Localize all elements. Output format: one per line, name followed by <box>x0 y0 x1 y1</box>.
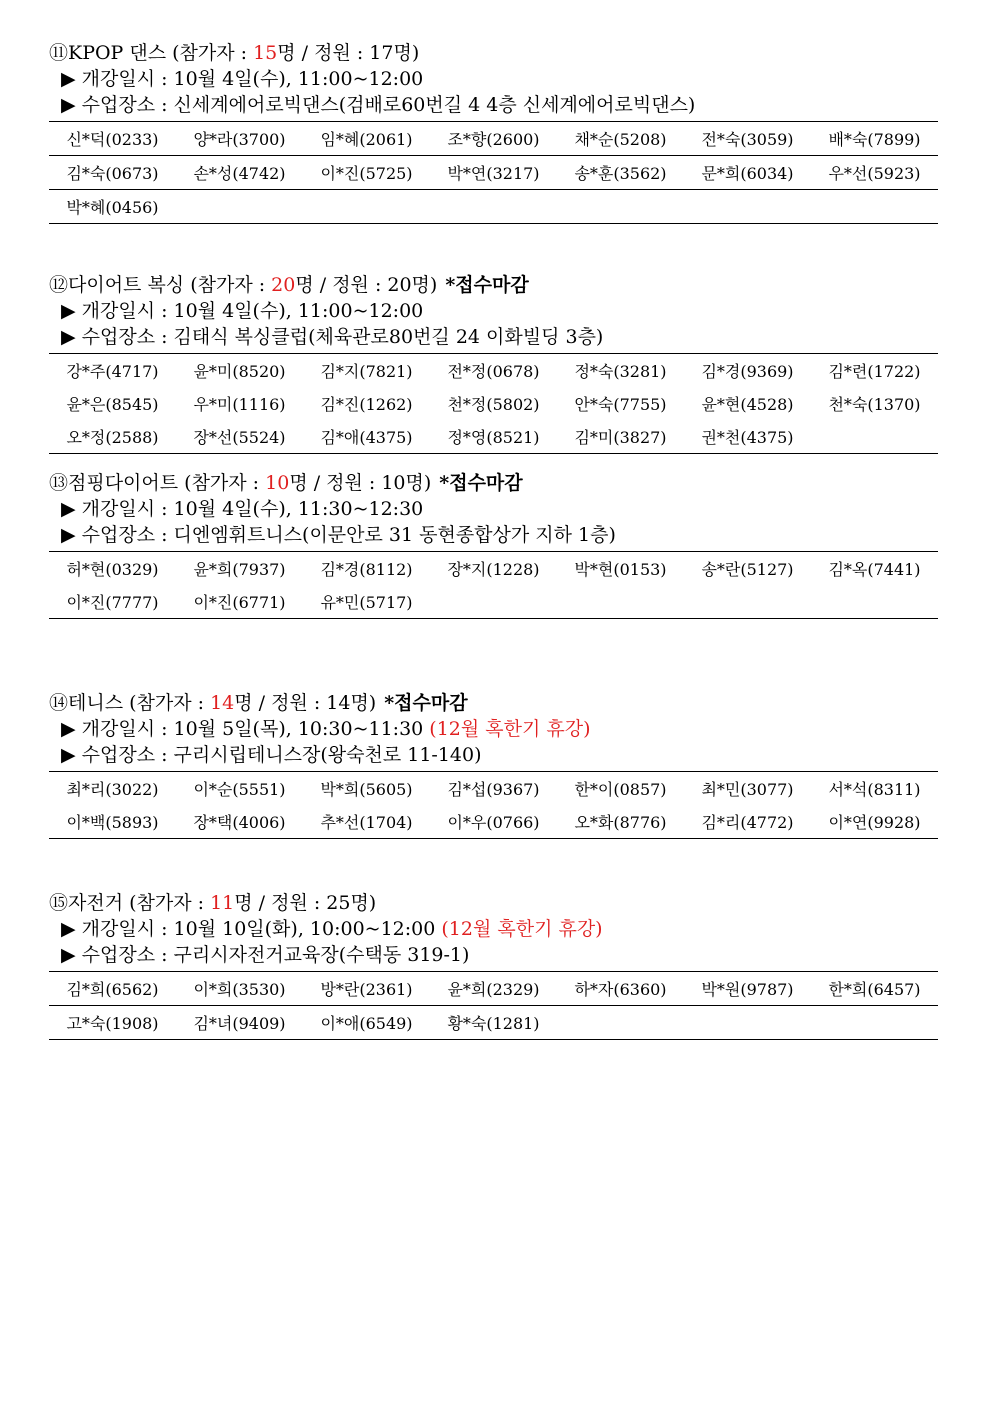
table-cell: 윤*은(8545) <box>66 395 159 414</box>
participant-table <box>49 771 938 839</box>
section-title: ⑫다이어트 복싱 (참가자 : 20명 / 정원 : 20명) *접수마감 <box>49 274 529 296</box>
section-tennis <box>49 690 938 839</box>
table-cell: 김*경(9369) <box>701 362 794 381</box>
participant-table <box>49 971 938 1040</box>
participant-count: 11 <box>210 892 235 914</box>
holiday-note: (12월 혹한기 휴강) <box>441 918 603 940</box>
table-cell: 박*희(5605) <box>320 780 413 799</box>
table-cell: 우*선(5923) <box>828 164 921 183</box>
table-cell: 오*화(8776) <box>574 813 667 832</box>
table-row <box>49 972 938 1005</box>
table-cell: 이*애(6549) <box>320 1014 413 1033</box>
table-row <box>49 805 938 838</box>
table-cell: 조*향(2600) <box>447 130 540 149</box>
place-line: ▶ 수업장소 : 신세계에어로빅댄스(검배로60번길 4 4층 신세계에어로빅댄스) <box>61 94 696 116</box>
participant-count: 10 <box>265 472 290 494</box>
table-cell: 황*숙(1281) <box>447 1014 540 1033</box>
table-cell: 이*백(5893) <box>66 813 159 832</box>
table-cell: 박*연(3217) <box>447 164 540 183</box>
table-cell: 권*천(4375) <box>701 428 794 447</box>
table-cell: 천*숙(1370) <box>828 395 921 414</box>
place-line: ▶ 수업장소 : 구리시자전거교육장(수택동 319-1) <box>61 944 470 966</box>
table-cell: 오*정(2588) <box>66 428 159 447</box>
table-cell: 박*현(0153) <box>574 560 667 579</box>
table-cell: 신*덕(0233) <box>66 130 159 149</box>
table-cell: 윤*희(7937) <box>193 560 286 579</box>
table-cell: 이*연(9928) <box>828 813 921 832</box>
table-cell: 천*정(5802) <box>447 395 540 414</box>
table-cell: 김*리(4772) <box>701 813 794 832</box>
table-cell: 김*숙(0673) <box>66 164 159 183</box>
table-cell: 장*선(5524) <box>193 428 286 447</box>
table-cell: 김*미(3827) <box>574 428 667 447</box>
table-cell: 이*우(0766) <box>447 813 540 832</box>
schedule-line: ▶ 개강일시 : 10월 4일(수), 11:00~12:00 <box>61 68 424 90</box>
place-line: ▶ 수업장소 : 디엔엠휘트니스(이문안로 31 동현종합상가 지하 1층) <box>61 524 616 546</box>
table-cell: 한*이(0857) <box>574 780 667 799</box>
table-cell: 추*선(1704) <box>320 813 413 832</box>
table-cell: 손*성(4742) <box>193 164 286 183</box>
table-cell: 김*지(7821) <box>320 362 413 381</box>
schedule-line: ▶ 개강일시 : 10월 4일(수), 11:00~12:00 <box>61 300 424 322</box>
table-cell: 정*숙(3281) <box>574 362 667 381</box>
table-cell: 김*옥(7441) <box>828 560 921 579</box>
table-cell: 윤*희(2329) <box>447 980 540 999</box>
table-cell: 허*현(0329) <box>66 560 159 579</box>
table-cell: 하*자(6360) <box>574 980 667 999</box>
table-cell: 채*순(5208) <box>574 130 667 149</box>
section-title: ⑪KPOP 댄스 (참가자 : 15명 / 정원 : 17명) <box>49 42 420 64</box>
table-cell: 장*택(4006) <box>193 813 286 832</box>
holiday-note: (12월 혹한기 휴강) <box>429 718 591 740</box>
schedule-line: ▶ 개강일시 : 10월 4일(수), 11:30~12:30 <box>61 498 424 520</box>
table-cell: 최*민(3077) <box>701 780 794 799</box>
table-cell: 박*원(9787) <box>701 980 794 999</box>
participant-count: 20 <box>271 274 296 296</box>
table-cell: 이*진(5725) <box>320 164 413 183</box>
participant-table <box>49 353 938 454</box>
table-cell: 김*희(6562) <box>66 980 159 999</box>
table-cell: 김*애(4375) <box>320 428 413 447</box>
table-row <box>49 189 938 223</box>
section-kpop <box>49 40 938 224</box>
table-row <box>49 585 938 618</box>
place-line: ▶ 수업장소 : 구리시립테니스장(왕숙천로 11-140) <box>61 744 482 766</box>
section-diet-boxing <box>49 272 938 454</box>
participant-count: 14 <box>210 692 235 714</box>
table-row <box>49 420 938 453</box>
table-row <box>49 1005 938 1039</box>
table-cell: 박*혜(0456) <box>66 198 159 217</box>
table-cell: 강*주(4717) <box>66 362 159 381</box>
participant-count: 15 <box>253 42 278 64</box>
table-cell: 서*석(8311) <box>828 780 921 799</box>
table-cell: 정*영(8521) <box>447 428 540 447</box>
table-cell: 전*숙(3059) <box>701 130 794 149</box>
table-cell: 한*희(6457) <box>828 980 921 999</box>
section-title: ⑬점핑다이어트 (참가자 : 10명 / 정원 : 10명) *접수마감 <box>49 472 523 494</box>
table-cell: 송*훈(3562) <box>574 164 667 183</box>
section-jumping-diet <box>49 470 938 619</box>
schedule-line: ▶ 개강일시 : 10월 5일(목), 10:30~11:30 (12월 혹한기 휴강) <box>61 718 591 740</box>
table-cell: 배*숙(7899) <box>828 130 921 149</box>
table-cell: 유*민(5717) <box>320 593 413 612</box>
table-cell: 고*숙(1908) <box>66 1014 159 1033</box>
section-bicycle <box>49 890 938 1040</box>
table-cell: 송*란(5127) <box>701 560 794 579</box>
closed-badge: *접수마감 <box>445 274 529 296</box>
table-row <box>49 354 938 387</box>
table-cell: 김*련(1722) <box>828 362 921 381</box>
table-row <box>49 772 938 805</box>
table-cell: 문*희(6034) <box>701 164 794 183</box>
table-cell: 윤*미(8520) <box>193 362 286 381</box>
table-cell: 이*순(5551) <box>193 780 286 799</box>
table-row <box>49 155 938 189</box>
table-cell: 김*진(1262) <box>320 395 413 414</box>
table-cell: 김*경(8112) <box>320 560 413 579</box>
table-cell: 장*지(1228) <box>447 560 540 579</box>
table-cell: 김*섭(9367) <box>447 780 540 799</box>
table-cell: 윤*현(4528) <box>701 395 794 414</box>
table-cell: 우*미(1116) <box>193 395 286 414</box>
table-cell: 임*혜(2061) <box>320 130 413 149</box>
table-cell: 이*희(3530) <box>193 980 286 999</box>
participant-table <box>49 551 938 619</box>
table-cell: 이*진(6771) <box>193 593 286 612</box>
closed-badge: *접수마감 <box>439 472 523 494</box>
table-cell: 전*정(0678) <box>447 362 540 381</box>
table-cell: 최*리(3022) <box>66 780 159 799</box>
table-cell: 김*녀(9409) <box>193 1014 286 1033</box>
table-cell: 이*진(7777) <box>66 593 159 612</box>
participant-table <box>49 121 938 224</box>
schedule-line: ▶ 개강일시 : 10월 10일(화), 10:00~12:00 (12월 혹한기 휴강) <box>61 918 603 940</box>
table-cell: 방*란(2361) <box>320 980 413 999</box>
table-row <box>49 122 938 155</box>
closed-badge: *접수마감 <box>384 692 468 714</box>
section-title: ⑮자전거 (참가자 : 11명 / 정원 : 25명) <box>49 892 377 914</box>
table-cell: 안*숙(7755) <box>574 395 667 414</box>
section-title: ⑭테니스 (참가자 : 14명 / 정원 : 14명) *접수마감 <box>49 692 468 714</box>
table-row <box>49 552 938 585</box>
table-row <box>49 387 938 420</box>
table-cell: 양*라(3700) <box>193 130 286 149</box>
place-line: ▶ 수업장소 : 김태식 복싱클럽(체육관로80번길 24 이화빌딩 3층) <box>61 326 604 348</box>
